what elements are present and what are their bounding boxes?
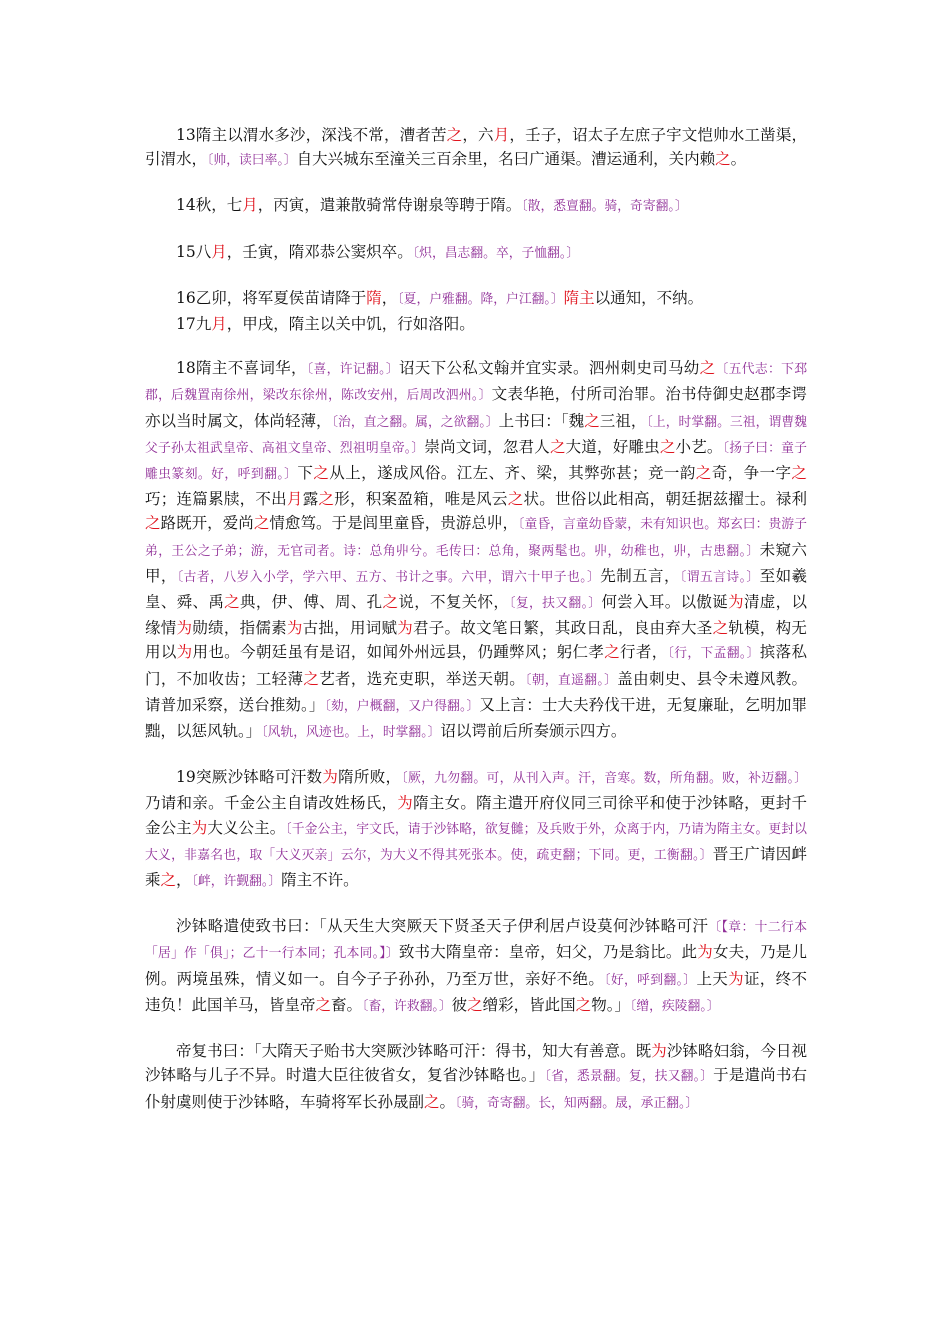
text-run: 。 xyxy=(439,1092,456,1111)
text-run: 。 xyxy=(730,150,747,169)
paragraph-17 xyxy=(145,312,807,336)
annotation: 〔古者，八岁入小学，学六甲、五方、书计之事。六甲，谓六十甲子也。〕 xyxy=(176,569,601,585)
text-run: 古拙，用词赋 xyxy=(302,619,398,638)
document-body xyxy=(145,123,807,1136)
text-run: 证，终不违负！此国羊马，皆皇帝 xyxy=(145,969,807,1014)
annotation: 〔喜，许记翻。〕 xyxy=(306,362,399,378)
text-run: 三祖， xyxy=(599,411,647,430)
annotation: 〔夏，户雅翻。降，户江翻。〕 xyxy=(397,291,564,307)
annotation: 〔厥，九勿翻。可，从刊入声。汗，音寒。数，所角翻。败，补迈翻。〕 xyxy=(401,771,807,787)
text-run: 沙钵略妇翁，今日视沙钵略与儿子不异。时遣大臣往彼省女，复省沙钵略也。」 xyxy=(145,1042,807,1085)
highlight-char: 之 xyxy=(446,126,463,144)
highlight-char: 之 xyxy=(145,514,161,533)
text-run: 摈落私门，不加收齿；工轻薄 xyxy=(145,643,807,688)
paragraph-14 xyxy=(145,193,807,219)
highlight-char: 之 xyxy=(715,150,731,169)
text-run: ，丙寅，遣兼散骑常侍谢泉等聘于隋。 xyxy=(257,196,522,215)
highlight-char: 之 xyxy=(318,490,335,509)
text-run: 清虚，以缘情 xyxy=(145,593,807,638)
highlight-char: 之 xyxy=(424,1092,440,1111)
highlight-char: 之 xyxy=(695,464,712,483)
annotation: 〔五代志：下邳郡，后魏置南徐州，梁改东徐州，陈改安州，后周改泗州。〕 xyxy=(145,362,807,404)
highlight-char: 月 xyxy=(211,242,227,261)
text-run: 隋所败， xyxy=(338,768,402,787)
text-run: ， xyxy=(176,871,192,890)
text-run: 路既开，爱尚 xyxy=(160,514,254,533)
highlight-char: 之 xyxy=(467,995,483,1014)
text-run: 巧；连篇累牍，不出 xyxy=(145,490,287,509)
highlight-char: 之 xyxy=(224,593,241,612)
highlight-char: 月 xyxy=(211,315,227,334)
text-run: 物。」 xyxy=(591,995,630,1014)
highlight-char: 之 xyxy=(315,995,332,1014)
highlight-char: 隋 xyxy=(366,288,382,307)
text-run: 形，积案盈箱，唯是风云 xyxy=(334,490,508,509)
highlight-char: 为 xyxy=(397,619,414,638)
highlight-char: 为 xyxy=(397,794,414,813)
text-run: 轨模，构无用以 xyxy=(145,619,807,662)
text-run: 帝复书曰：「大隋天子贻书大突厥沙钵略可汗：得书，知大有善意。既 xyxy=(176,1042,652,1061)
text-run: 又上言：士大夫矜伐干进，无复廉耻，乞明加罪黜，以惩风轨。」 xyxy=(145,695,807,741)
annotation: 〔上，时掌翻。三祖，谓曹魏父子孙太祖武皇帝、高祖文皇帝、烈祖明皇帝。〕 xyxy=(145,414,807,456)
annotation: 〔朝，直遥翻。〕 xyxy=(525,672,618,688)
paragraph-13 xyxy=(145,123,807,173)
annotation: 〔缯，疾陵翻。〕 xyxy=(629,998,720,1014)
text-run: 16乙卯，将军夏侯苗请降于 xyxy=(176,288,367,307)
text-run: 勋绩，指儒素 xyxy=(192,619,287,638)
text-run: 未窥六甲， xyxy=(145,540,807,585)
text-run: ，壬寅，隋邓恭公窦炽卒。 xyxy=(226,242,413,261)
highlight-char: 月 xyxy=(286,490,303,509)
annotation: 〔治，直之翻。属，之欲翻。〕 xyxy=(331,414,499,430)
annotation: 〔省，悉景翻。复，扶又翻。〕 xyxy=(544,1069,714,1085)
text-run: 艺者，选充吏职，举送天朝。 xyxy=(319,669,526,688)
text-run: 诏以谔前后所奏颁示四方。 xyxy=(440,722,627,741)
text-run: ，壬子，诏太子左庶子宇文恺帅水工凿渠，引渭水， xyxy=(145,126,807,169)
text-run: 崇尚文词，忽君人 xyxy=(424,437,550,456)
highlight-char: 为 xyxy=(728,593,744,612)
annotation: 〔风轨，风迹也。上，时掌翻。〕 xyxy=(261,725,441,741)
text-run: 15八 xyxy=(176,242,212,261)
text-run: 大道，好雕虫 xyxy=(565,437,660,456)
text-run: 乃请和亲。千金公主自请改姓杨氏， xyxy=(145,794,398,813)
highlight-char: 为 xyxy=(728,969,744,988)
highlight-char: 之 xyxy=(791,464,807,483)
highlight-char: 之 xyxy=(549,437,566,456)
text-run: 彼 xyxy=(451,995,468,1014)
highlight-char: 月 xyxy=(493,126,510,144)
annotation: 〔骑，奇寄翻。长，知两翻。晟，承正翻。〕 xyxy=(455,1095,699,1111)
highlight-char: 之 xyxy=(712,619,729,638)
text-run: 从上，遂成风俗。江左、齐、梁，其弊弥甚；竞一韵 xyxy=(329,464,696,483)
annotation: 〔帅，读曰率。〕 xyxy=(207,153,297,169)
text-run: 隋主女。隋主遣开府仪同三司徐平和使于沙钵略，更封千金公主 xyxy=(145,794,807,837)
text-run: 小艺。 xyxy=(675,437,723,456)
text-run: 说，不复关怀， xyxy=(398,593,510,612)
annotation: 〔行，下孟翻。〕 xyxy=(667,646,760,662)
highlight-char: 隋主 xyxy=(563,288,595,307)
annotation: 〔畜，许救翻。〕 xyxy=(362,998,452,1014)
highlight-char: 之 xyxy=(604,643,621,662)
text-run: 行者， xyxy=(620,643,668,662)
paragraph-letter xyxy=(145,914,807,1019)
text-run: 露 xyxy=(302,490,319,509)
text-run: 何尝入耳。以傲诞 xyxy=(601,593,729,612)
text-run: 大义公主。 xyxy=(207,818,286,837)
text-run: 自大兴城东至潼关三百余里，名曰广通渠。漕运通利，关内赖 xyxy=(296,150,716,169)
text-run: 诏天下公私文翰并宜实录。泗州刺史司马幼 xyxy=(398,359,700,378)
text-run: 至如羲皇、舜、禹 xyxy=(145,566,807,612)
text-run: 13隋主以渭水多沙，深浅不常，漕者苦 xyxy=(176,126,447,144)
paragraph-15 xyxy=(145,240,807,266)
highlight-char: 为 xyxy=(176,619,193,638)
highlight-char: 之 xyxy=(699,359,716,378)
annotation: 〔炽，昌志翻。卒，子恤翻。〕 xyxy=(412,245,580,261)
text-run: 状。世俗以此相高，朝廷据兹擢士。禄利 xyxy=(523,490,807,509)
text-run: 18隋主不喜词华， xyxy=(176,359,307,378)
annotation: 〔扬子曰：童子雕虫篆刻。好，呼到翻。〕 xyxy=(145,440,807,483)
highlight-char: 之 xyxy=(313,464,330,483)
text-run: 下 xyxy=(297,464,314,483)
annotation: 〔千金公主，宇文氏，请于沙钵略，欲复雠；及兵败于外，众离于内，乃请为隋主女。更封以大义，非嘉名也，取「大义灭亲」云尔，为大义不得其死张本。使，疏吏翻；下同。更，工衡翻。〕 xyxy=(145,821,807,863)
text-run: 19突厥沙钵略可汗数 xyxy=(176,768,323,787)
highlight-char: 之 xyxy=(659,437,676,456)
highlight-char: 之 xyxy=(584,411,600,430)
highlight-char: 月 xyxy=(242,196,258,215)
text-run: 上天 xyxy=(696,969,729,988)
text-run: 情愈笃。于是闾里童昏，贵游总丱， xyxy=(269,514,519,533)
annotation: 〔复，扶又翻。〕 xyxy=(509,596,602,612)
text-run: 以通知，不纳。 xyxy=(594,288,704,307)
annotation: 〔劾，户概翻，又户得翻。〕 xyxy=(324,698,480,714)
text-run: ， xyxy=(381,288,398,307)
paragraph-18 xyxy=(145,356,807,745)
text-run: ，六 xyxy=(462,126,494,144)
annotation: 〔【章：十二行本「居」作「俱」；乙十一行本同；孔本同。】〕 xyxy=(145,920,807,962)
highlight-char: 之 xyxy=(303,669,320,688)
highlight-char: 为 xyxy=(322,768,339,787)
text-run: 14秋，七 xyxy=(176,196,243,215)
text-run: 用也。今朝廷虽有是诏，如闻外州远县，仍踵弊风；躬仁孝 xyxy=(192,643,605,662)
annotation: 〔衅，许觐翻。〕 xyxy=(191,874,282,890)
text-run: 隋主不许。 xyxy=(281,871,359,890)
annotation: 〔童昏，言童幼昏蒙，未有知识也。郑玄曰：贵游子弟，王公之子弟；游，无官司者。诗：总角丱兮。毛传曰：总角，聚两髦也。丱，幼稚也，丱，古患翻。〕 xyxy=(145,517,807,559)
text-run: 女夫，乃是儿例。两境虽殊，情义如一。自今子子孙孙，乃至万世，亲好不绝。 xyxy=(145,943,807,988)
highlight-char: 为 xyxy=(191,818,208,837)
paragraph-reply xyxy=(145,1039,807,1116)
text-run: 沙钵略遣使致书曰：「从天生大突厥天下贤圣天子伊利居卢设莫何沙钵略可汗 xyxy=(176,917,709,936)
text-run: 畜。 xyxy=(331,995,363,1014)
annotation: 〔散，悉亶翻。骑，奇寄翻。〕 xyxy=(521,199,688,215)
text-run: 先制五言， xyxy=(600,566,680,585)
highlight-char: 之 xyxy=(253,514,270,533)
text-run: 奇，争一字 xyxy=(711,464,792,483)
text-run: 盖由刺史、县令未遵风教。请普加采察，送台推劾。」 xyxy=(145,669,807,714)
text-run: 文表华艳，付所司治罪。治书侍御史赵郡李谔亦以当时属文，体尚轻薄， xyxy=(145,385,807,430)
paragraph-19 xyxy=(145,765,807,894)
text-run: 缯彩，皆此国 xyxy=(482,995,576,1014)
text-run: 致书大隋皇帝：皇帝，妇父，乃是翁比。此 xyxy=(398,943,698,962)
highlight-char: 之 xyxy=(382,593,399,612)
text-run: 17九 xyxy=(176,315,212,334)
paragraph-16 xyxy=(145,286,807,312)
highlight-char: 之 xyxy=(160,871,177,890)
text-run: 上书曰：「魏 xyxy=(498,411,585,430)
text-run: 君子。故文笔日繁，其政日乱，良由弃大圣 xyxy=(413,619,713,638)
text-run: ，甲戌，隋主以关中饥，行如洛阳。 xyxy=(226,315,475,334)
highlight-char: 为 xyxy=(286,619,303,638)
annotation: 〔好，呼到翻。〕 xyxy=(604,972,697,988)
highlight-char: 之 xyxy=(507,490,524,509)
text-run: 于是遣尚书右仆射虞则使于沙钵略，车骑将军长孙晟副 xyxy=(145,1066,807,1111)
text-run: 晋王广请因衅乘 xyxy=(145,844,807,890)
highlight-char: 为 xyxy=(651,1042,667,1061)
highlight-char: 为 xyxy=(697,943,713,962)
highlight-char: 之 xyxy=(575,995,592,1014)
text-run: 典，伊、傅、周、孔 xyxy=(240,593,383,612)
annotation: 〔谓五言诗。〕 xyxy=(679,569,760,585)
highlight-char: 为 xyxy=(176,643,193,662)
